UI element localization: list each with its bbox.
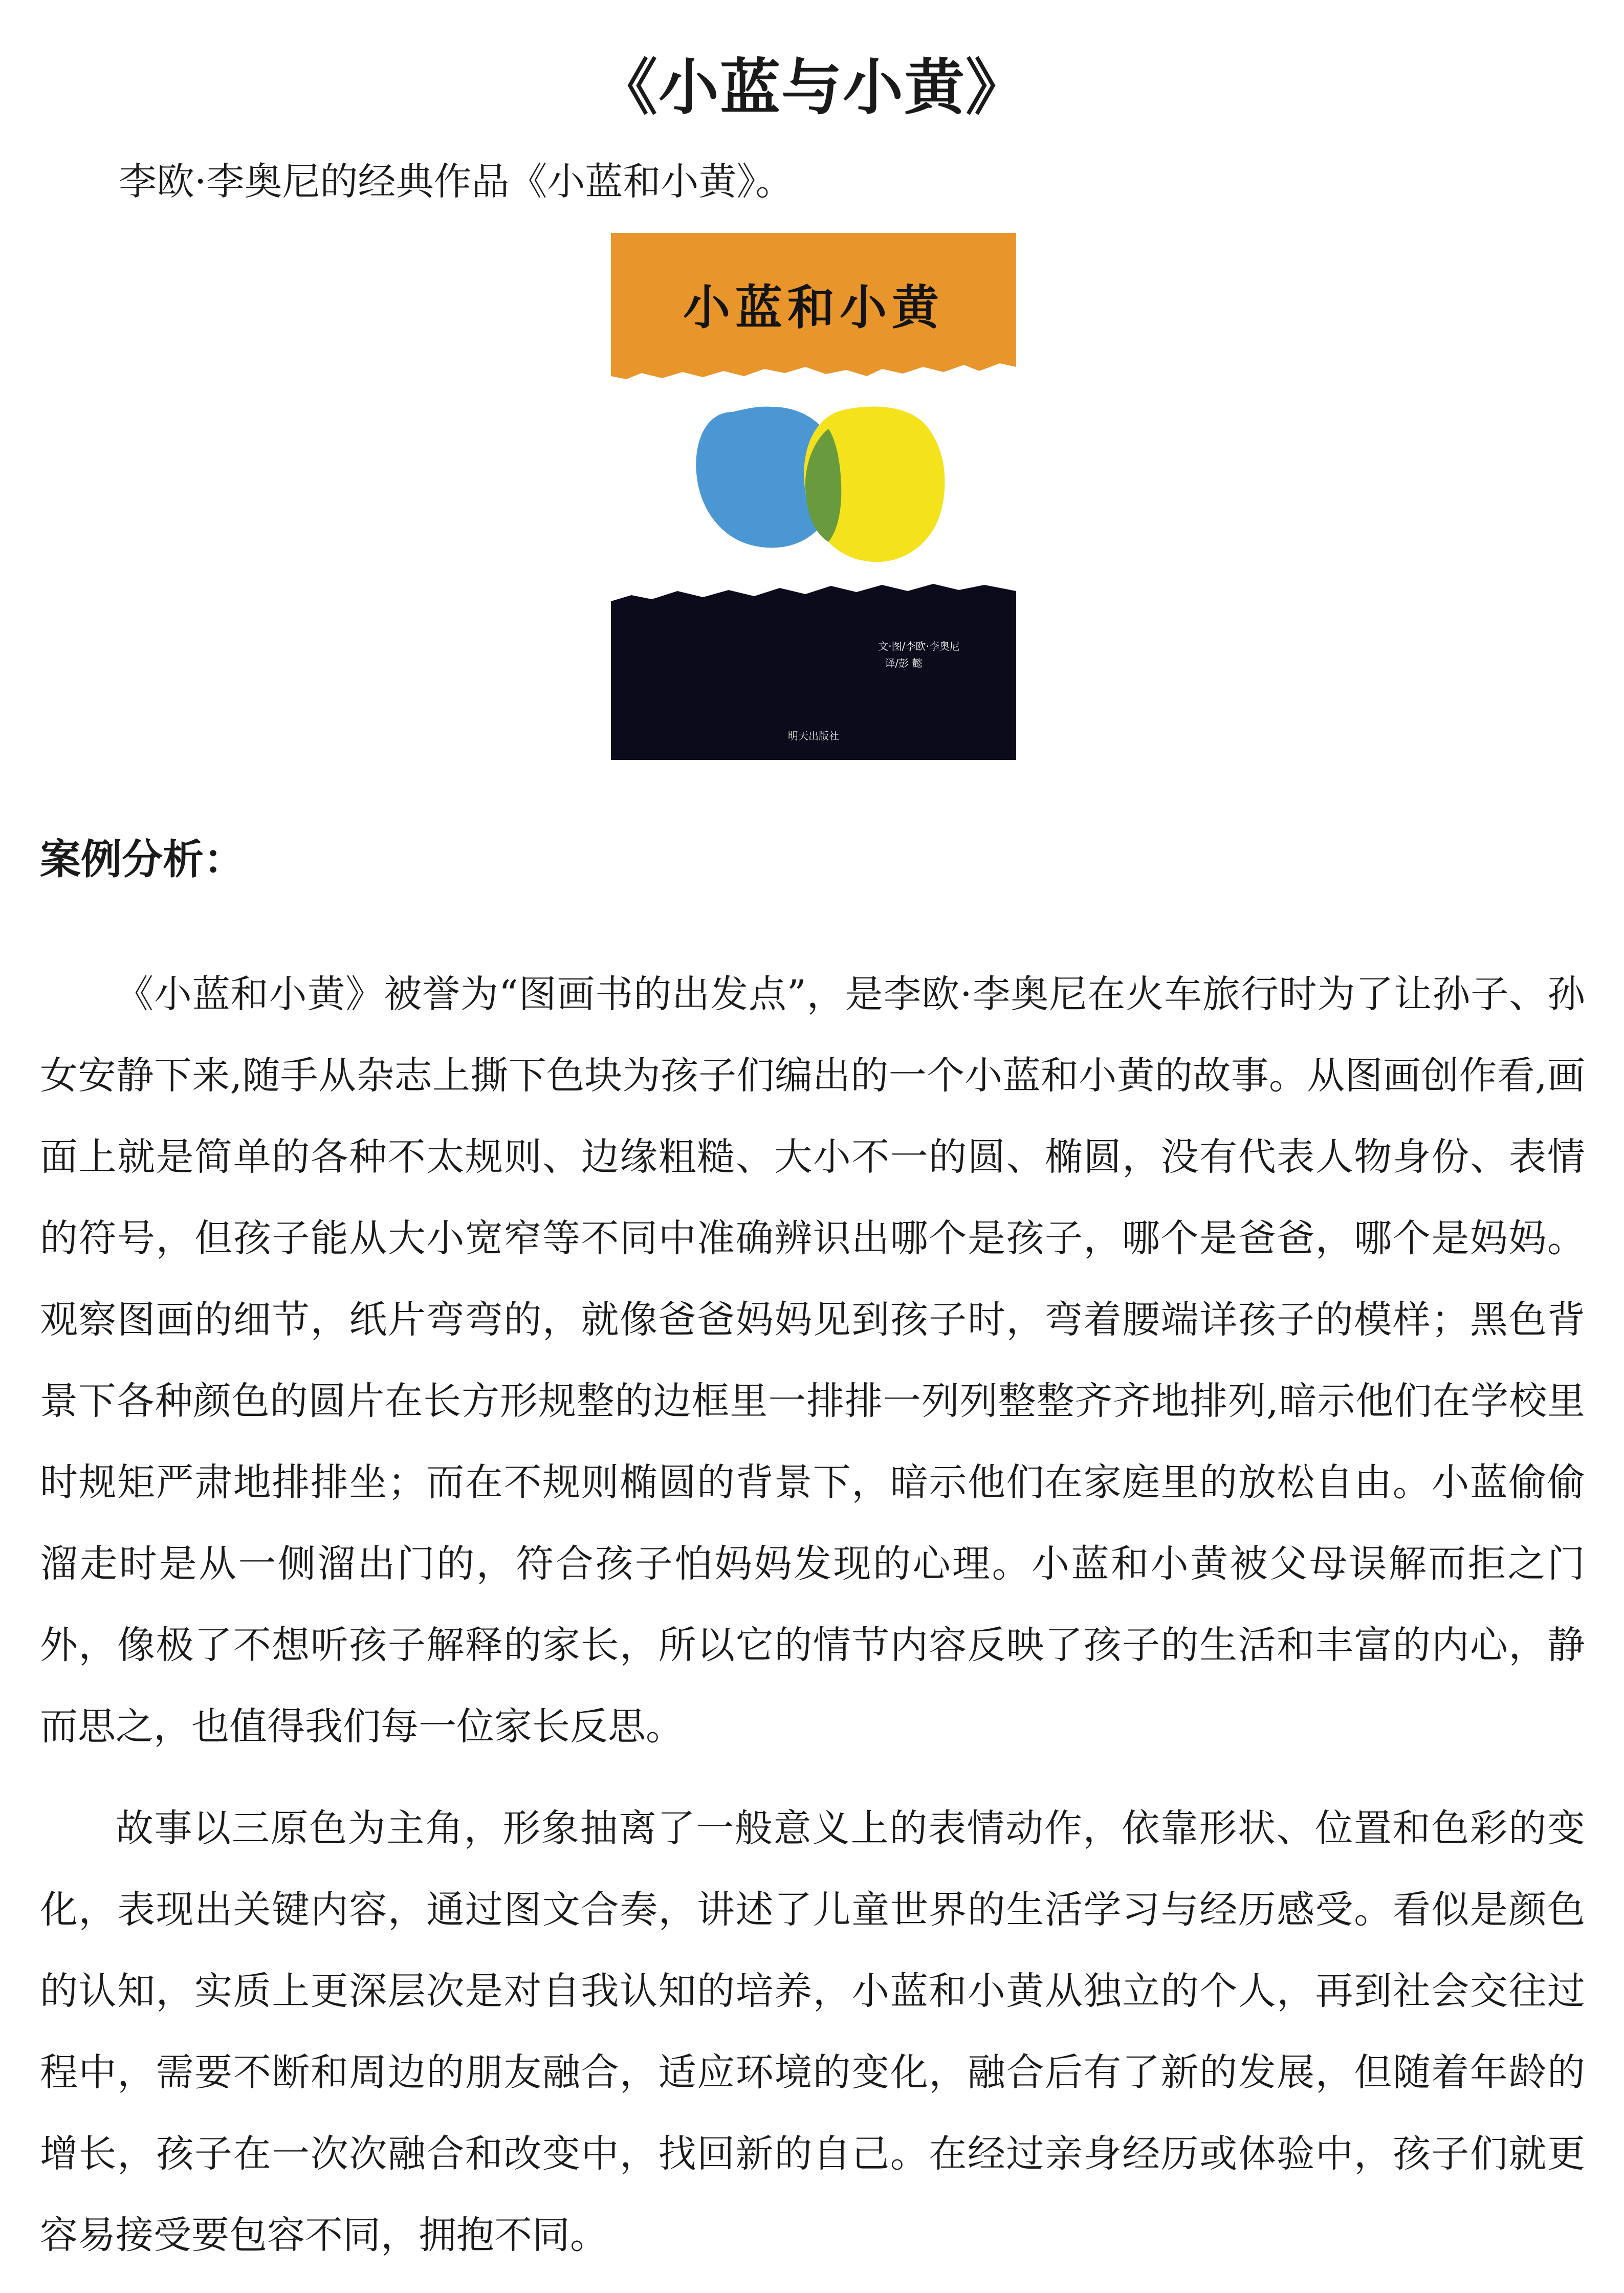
analysis-paragraph-2: 故事以三原色为主角，形象抽离了一般意义上的表情动作，依靠形状、位置和色彩的变化，表现出关键内容，通过图文合奏，讲述了儿童世界的生活学习与经历感受。看似是颜色的认知，实质上更深层次是对自我认知的培养，小蓝和小黄从独立的个人，再到社会交往过程中，需要不断和周边的朋友融合，适应环境的变化，融合后有了新的发展，但随着年龄的增长，孩子在一次次融合和改变中，找回新的自己。在经过亲身经历或体验中，孩子们就更容易接受要包容不同，拥抱不同。 [40,1806,1585,2257]
cover-title: 小蓝和小黄 [683,280,945,335]
cover-credit-author: 文·图/李欧·李奥尼 [878,640,960,652]
analysis-paragraph-1: 《小蓝和小黄》被誉为“图画书的出发点”，是李欧·李奥尼在火车旅行时为了让孙子、孙女安静下来,随手从杂志上撕下色块为孩子们编出的一个小蓝和小黄的故事。从图画创作看,画面上就是简单的各种不太规则、边缘粗糙、大小不一的圆、椭圆，没有代表人物身份、表情的符号，但孩子能从大小宽窄等不同中准确辨识出哪个是孩子，哪个是爸爸，哪个是妈妈。观察图画的细节，纸片弯弯的，就像爸爸妈妈见到孩子时，弯着腰端详孩子的模样；黑色背景下各种颜色的圆片在长方形规整的边框里一排排一列列整整齐齐地排列,暗示他们在学校里时规矩严肃地排排坐；而在不规则椭圆的背景下，暗示他们在家庭里的放松自由。小蓝偷偷溜走时是从一侧溜出门的，符合孩子怕妈妈发现的心理。小蓝和小黄被父母误解而拒之门外，像极了不想听孩子解释的家长，所以它的情节内容反映了孩子的生活和丰富的内心，静而思之，也值得我们每一位家长反思。 [40,972,1585,1749]
section-heading: 案例分析： [40,836,245,883]
cover-credit-translator: 译/彭 懿 [885,657,923,669]
intro-line: 李欧·李奥尼的经典作品《小蓝和小黄》。 [119,160,794,204]
book-cover-image [611,233,1016,760]
cover-publisher: 明天出版社 [788,730,839,742]
page-title: 《小蓝与小黄》 [597,52,1027,123]
